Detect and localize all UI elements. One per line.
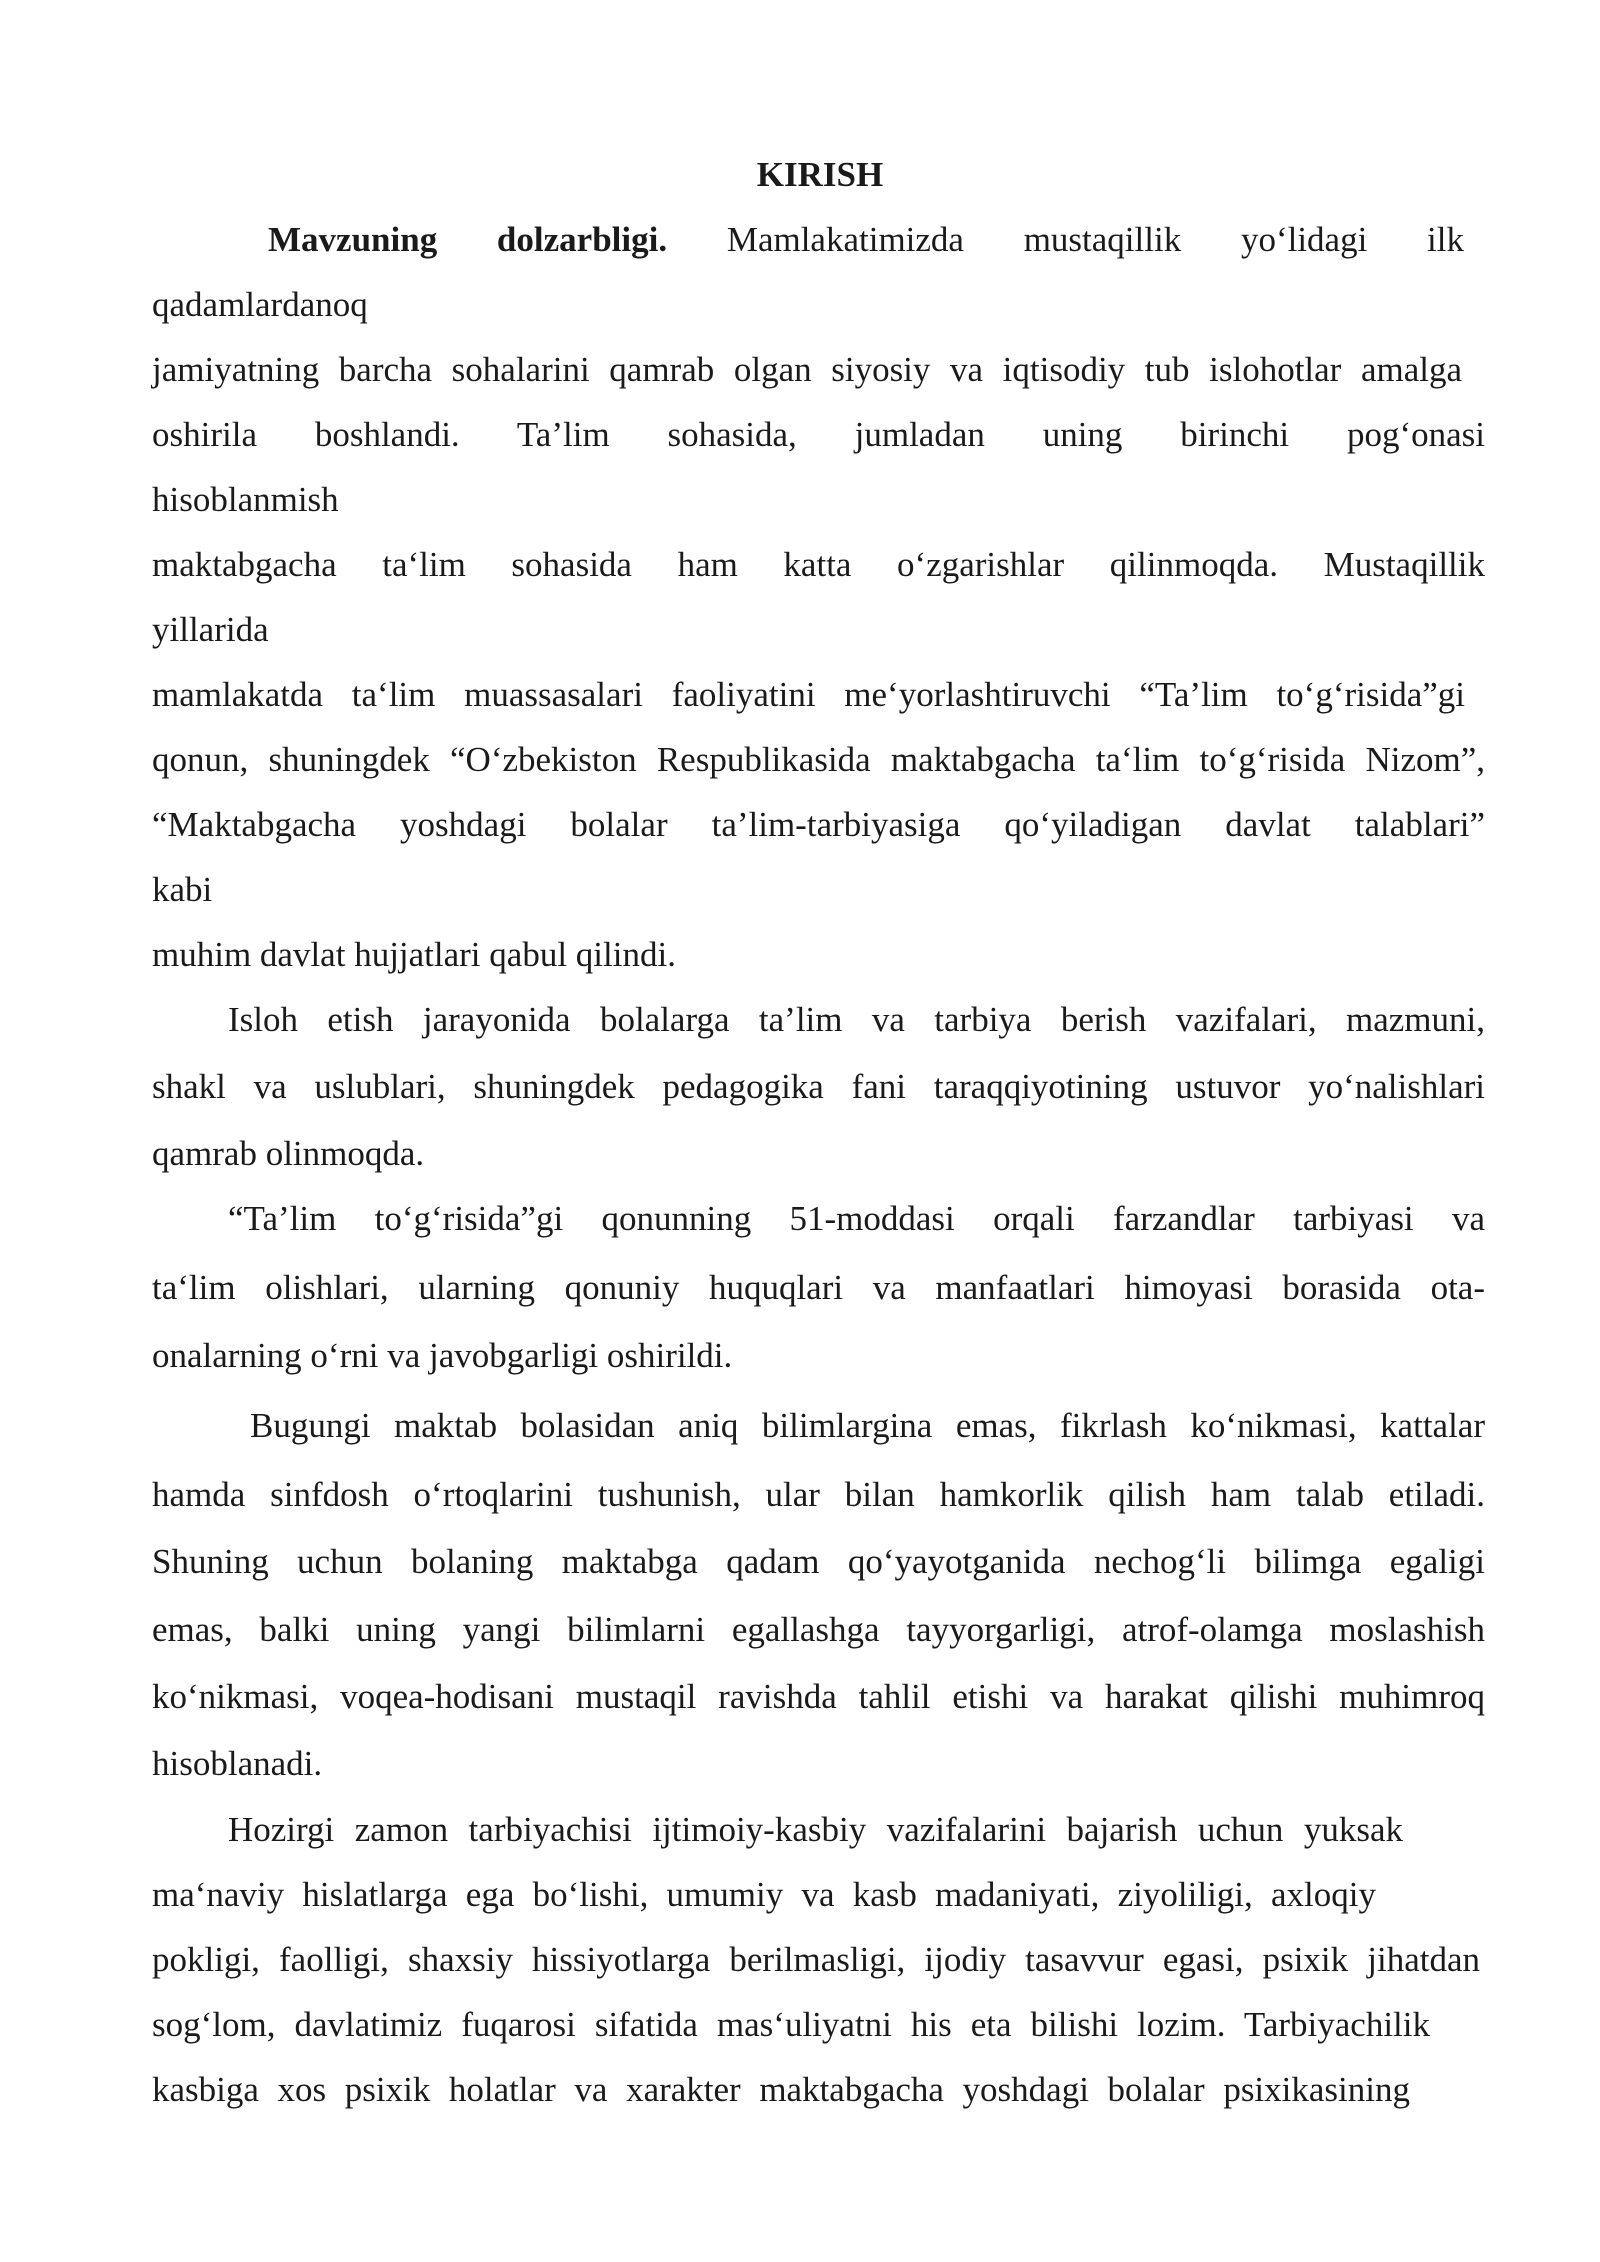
paragraph-1-line-2: qadamlardanoq (152, 285, 368, 324)
paragraph-4-line-1: Bugungi maktab bolasidan aniq bilimlargina emas, fikrlash koʻnikmasi, kattalar (250, 1406, 1485, 1445)
paragraph-3-line-3: onalarning oʻrni va javobgarligi oshirildi. (152, 1336, 733, 1375)
paragraph-2-line-2: shakl va uslublari, shuningdek pedagogika fani taraqqiyotining ustuvor yoʻnalishlari (152, 1067, 1485, 1106)
paragraph-5-line-4: sog‘lom, davlatimiz fuqarosi sifatida mas‘uliyatni his eta bilishi lozim. Tarbiyachilik (152, 2005, 1430, 2044)
paragraph-5-line-5: kasbiga xos psixik holatlar va xarakter maktabgacha yoshdagi bolalar psixikasining (152, 2070, 1410, 2109)
paragraph-1-line-7: yillarida (152, 610, 269, 649)
paragraph-1-line-8: mamlakatda ta‘lim muassasalari faoliyatini me‘yorlashtiruvchi “Ta’lim to‘g‘risida”gi (152, 675, 1465, 714)
paragraph-1-line-4: oshirila boshlandi. Ta’lim sohasida, jumladan uning birinchi pog‘onasi (152, 415, 1485, 454)
paragraph-1-line-10: “Maktabgacha yoshdagi bolalar ta’lim-tarbiyasiga qo‘yiladigan davlat talablari” (152, 805, 1485, 844)
paragraph-3-line-1: “Ta’lim toʻgʻrisida”gi qonunning 51-moddasi orqali farzandlar tarbiyasi va (228, 1199, 1485, 1238)
page-title: KIRISH (756, 155, 884, 194)
paragraph-1-line-3: jamiyatning barcha sohalarini qamrab olgan siyosiy va iqtisodiy tub islohotlar amalga (152, 350, 1462, 389)
paragraph-2-line-1: Isloh etish jarayonida bolalarga ta’lim va tarbiya berish vazifalari, mazmuni, (228, 1000, 1485, 1039)
bold-lead: Mavzuning dolzarbligi. (268, 220, 668, 259)
paragraph-1-line-9: qonun, shuningdek “O‘zbekiston Respublikasida maktabgacha ta‘lim to‘g‘risida Nizom”, (152, 740, 1485, 779)
paragraph-5-line-3: pokligi, faolligi, shaxsiy hissiyotlarga berilmasligi, ijodiy tasavvur egasi, psixik jihatdan (152, 1940, 1480, 1979)
paragraph-5-line-1: Hozirgi zamon tarbiyachisi ijtimoiy-kasbiy vazifalarini bajarish uchun yuksak (228, 1810, 1403, 1849)
paragraph-1-line-11: kabi (152, 870, 213, 909)
paragraph-3-line-2: taʻlim olishlari, ularning qonuniy huquqlari va manfaatlari himoyasi borasida ota- (152, 1268, 1485, 1307)
paragraph-1-line-6: maktabgacha ta‘lim sohasida ham katta o‘zgarishlar qilinmoqda. Mustaqillik (152, 545, 1485, 584)
paragraph-1-line-5: hisoblanmish (152, 480, 339, 519)
paragraph-4-line-6: hisoblanadi. (152, 1744, 323, 1783)
paragraph-4-line-4: emas, balki uning yangi bilimlarni egallashga tayyorgarligi, atrof-olamga moslashish (152, 1610, 1485, 1649)
paragraph-4-line-2: hamda sinfdosh oʻrtoqlarini tushunish, ular bilan hamkorlik qilish ham talab etiladi. (152, 1475, 1485, 1514)
paragraph-2-line-3: qamrab olinmoqda. (152, 1134, 425, 1173)
paragraph-1-line-1-text: Mamlakatimizda mustaqillik yo‘lidagi ilk (726, 220, 1464, 259)
paragraph-5-line-2: ma‘naviy hislatlarga ega bo‘lishi, umumiy va kasb madaniyati, ziyoliligi, axloqiy (152, 1875, 1376, 1914)
paragraph-4-line-5: koʻnikmasi, voqea-hodisani mustaqil ravishda tahlil etishi va harakat qilishi muhimroq (152, 1677, 1485, 1716)
paragraph-1-line-12: muhim davlat hujjatlari qabul qilindi. (152, 935, 676, 974)
paragraph-1-line-1 (268, 215, 1464, 265)
paragraph-4-line-3: Shuning uchun bolaning maktabga qadam qoʻyayotganida nechog‘li bilimga egaligi (152, 1542, 1485, 1581)
